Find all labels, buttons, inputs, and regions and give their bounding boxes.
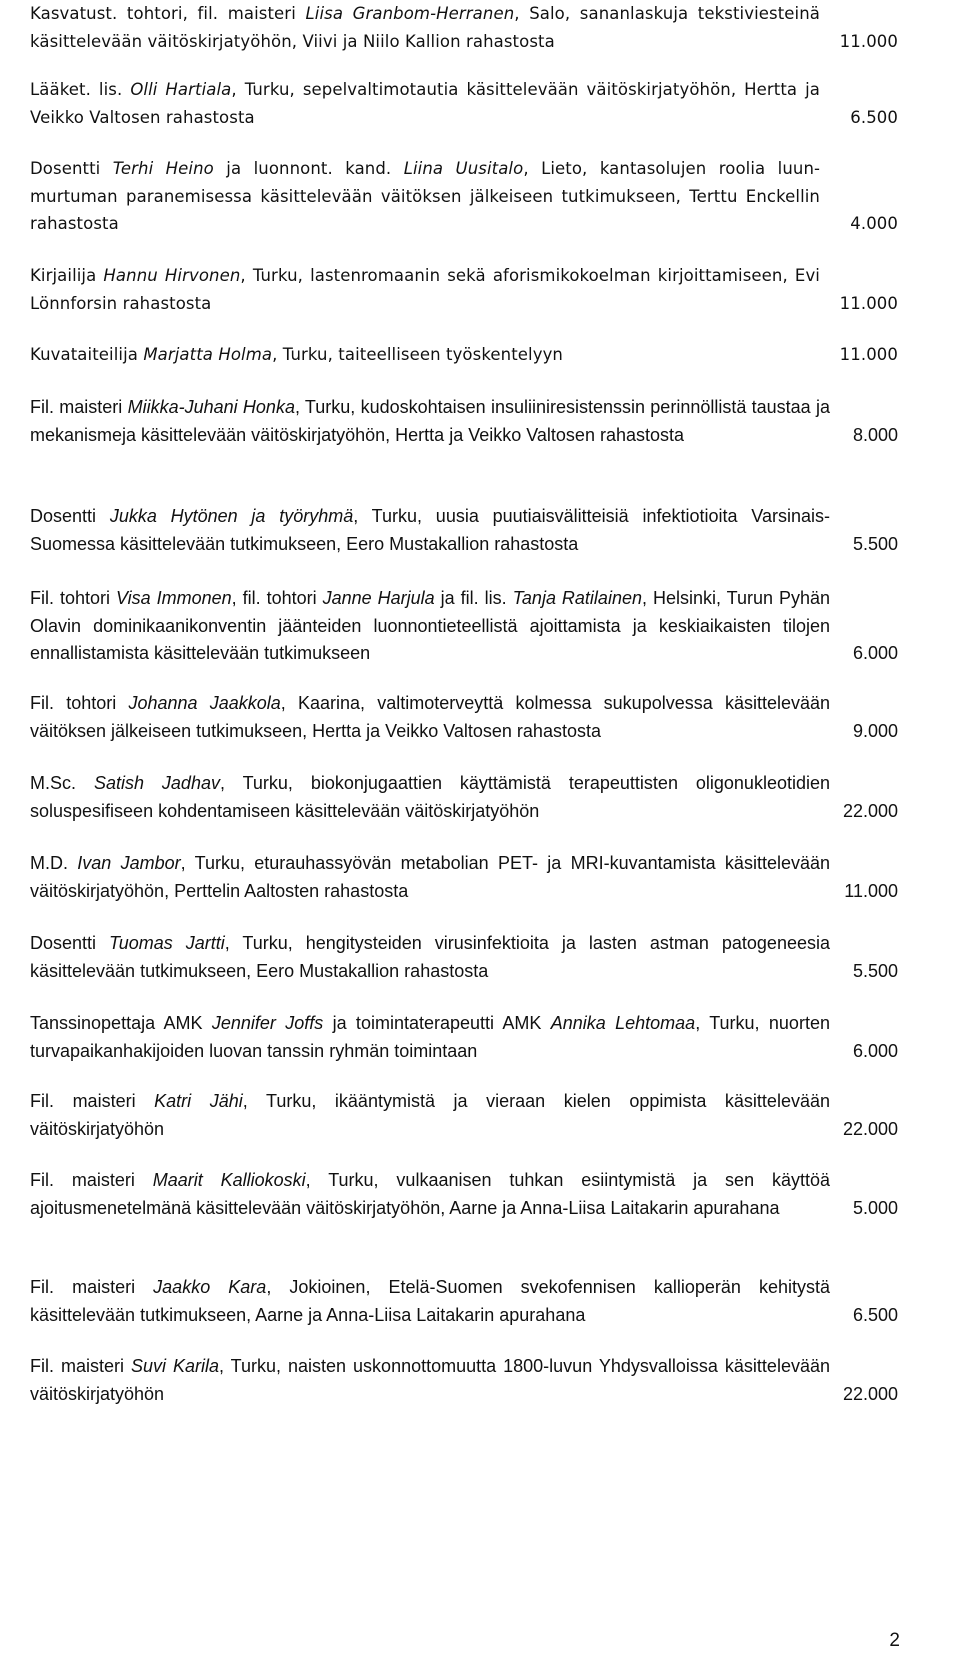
entry-prefix: Fil. tohtori [30, 693, 129, 713]
grant-entry [30, 341, 898, 369]
recipient-name: Liisa Granbom-Herranen [305, 4, 515, 23]
grant-amount: 11.000 [839, 293, 898, 313]
entry-text [30, 850, 830, 905]
grant-amount: 11.000 [839, 345, 898, 364]
grant-amount: 8.000 [852, 424, 898, 445]
grant-entry [30, 770, 898, 825]
entry-text [30, 1010, 830, 1065]
grant-amount: 6.000 [852, 643, 898, 663]
grant-amount: 5.000 [852, 1197, 898, 1218]
entry-description: , Turku, naisten uskonnottomuutta 1800-luvun Yhdysvalloissa käsittelevään väitöskirjatyöhön [30, 1356, 830, 1404]
grant-entry [30, 1088, 898, 1143]
grant-amount: 5.500 [852, 533, 898, 554]
grant-amount: 11.000 [844, 880, 898, 901]
entry-description: , Turku, hengitysteiden virusinfektioita ja lasten astman patogeneesia käsittelevään tutkimukseen, Eero Mustakallion rahastosta [30, 933, 830, 981]
grant-entry [30, 1010, 898, 1065]
grant-amount: 11.000 [839, 31, 898, 51]
entry-prefix: Kuvataiteilija [30, 345, 144, 364]
recipient-name: Tanja Ratilainen [512, 588, 642, 608]
entry-prefix: Fil. tohtori [30, 588, 116, 608]
entry-text [30, 770, 830, 825]
entry-description: , Turku, biokonjugaattien käyttämistä terapeuttisten oligonukleotidien soluspesifiseen kohdentamiseen käsittelevään väitöskirjatyöhön [30, 773, 830, 821]
entry-description: , Turku, lastenromaanin sekä aforismikokoelman kirjoittamiseen, Evi Lönnforsin rahastosta [30, 266, 820, 313]
entry-description: , Turku, taiteelliseen työskentelyyn [272, 345, 563, 364]
grant-entry [30, 76, 898, 131]
entry-text [30, 690, 830, 745]
entry-description: , Turku, eturauhassyövän metabolian PET- ja MRI-kuvantamista käsittelevään väitöskirjatyöhön, Perttelin Aaltosten rahastosta [30, 853, 831, 901]
entry-description: , Kaarina, valtimoterveyttä kolmessa sukupolvessa käsittelevään väitöksen jälkeiseen tutkimukseen, Hertta ja Veikko Valtosen rahastosta [30, 693, 831, 741]
entry-prefix: Lääket. lis. [30, 80, 131, 99]
entry-description: , Turku, vulkaanisen tuhkan esiintymistä ja sen käyttöä ajoitusmenetelmänä käsittelevään väitöskirjatyöhön, Aarne ja Anna-Liisa Laitakarin apurahana [30, 1170, 830, 1218]
entry-prefix: Fil. maisteri [30, 1170, 153, 1190]
grant-amount: 4.000 [850, 214, 898, 233]
entry-prefix: Fil. maisteri [30, 1277, 154, 1297]
entry-prefix: Fil. maisteri [30, 1091, 155, 1111]
recipient-name: Marjatta Holma [143, 345, 273, 364]
page-number: 2 [889, 1630, 900, 1651]
grant-entry [30, 850, 898, 905]
entry-connector: ja luonnont. kand. [213, 159, 404, 178]
grant-entry [30, 690, 898, 745]
entry-description: , Jokioinen, Etelä-Suomen svekofennisen kallioperän kehitystä käsittelevään tutkimukseen, Aarne ja Anna-Liisa Laitakarin apurahana [30, 1277, 830, 1325]
entry-description: , Salo, sananlaskuja tekstiviesteinä käsittelevään väitöskirjatyöhön, Viivi ja Niilo Kallion rahastosta [30, 4, 820, 51]
entry-text [30, 930, 830, 985]
entry-text [30, 341, 820, 369]
recipient-name: Johanna Jaakkola [128, 693, 281, 713]
grant-amount: 5.500 [852, 960, 898, 981]
grant-amount: 22.000 [842, 1383, 898, 1404]
grant-entry [30, 0, 898, 55]
grant-entry [30, 394, 898, 449]
recipient-name: Olli Hartiala [130, 80, 232, 99]
entry-text [30, 155, 820, 238]
recipient-name: Janne Harjula [322, 588, 435, 608]
entry-prefix: Dosentti [30, 506, 110, 526]
grant-entry [30, 930, 898, 985]
recipient-name: Katri Jähi [154, 1091, 243, 1111]
entry-text [30, 0, 820, 55]
grant-amount: 6.000 [852, 1040, 898, 1061]
entry-text [30, 262, 820, 317]
entry-prefix: Tanssinopettaja AMK [30, 1013, 212, 1033]
recipient-name: Maarit Kalliokoski [152, 1170, 306, 1190]
recipient-name: Visa Immonen [115, 588, 232, 608]
grant-entry [30, 262, 898, 317]
recipient-name: Satish Jadhav [93, 773, 220, 793]
entry-prefix: Kirjailija [30, 266, 104, 285]
entry-description: , Turku, uusia puutiaisvälitteisiä infektiotioita Varsinais-Suomessa käsittelevään tutkimukseen, Eero Mustakallion rahastosta [30, 506, 830, 554]
entry-prefix: Fil. maisteri [30, 1356, 131, 1376]
grant-entry [30, 1274, 898, 1329]
entry-description: , Helsinki, Turun Pyhän Olavin dominikaanikonventin jäänteiden luonnontieteellistä ajoittamista ja keskiaikaisten tilojen ennallistamista käsittelevään tutkimukseen [30, 588, 830, 663]
entry-prefix: M.Sc. [30, 773, 94, 793]
entry-description: , Turku, sepelvaltimotautia käsittelevään väitöskirjatyöhön, Hertta ja Veikko Valtosen rahastosta [30, 80, 820, 127]
entry-prefix: Dosentti [30, 159, 113, 178]
recipient-name: Jukka Hytönen ja työryhmä [109, 506, 354, 526]
grant-entry [30, 585, 898, 668]
entry-prefix: Dosentti [30, 933, 110, 953]
grant-entry [30, 155, 898, 238]
grant-amount: 22.000 [842, 1118, 898, 1139]
entry-text [30, 585, 830, 668]
entry-prefix: M.D. [30, 853, 78, 873]
entry-description: , Turku, kudoskohtaisen insuliiniresistenssin perinnöllistä taustaa ja mekanismeja käsittelevään väitöskirjatyöhön, Hertta ja Veikko Valtosen rahastosta [30, 397, 830, 445]
grant-amount: 6.500 [850, 107, 898, 127]
grant-amount: 9.000 [852, 720, 898, 741]
entry-text [30, 1353, 830, 1408]
grant-entry [30, 503, 898, 558]
entry-text [30, 394, 830, 449]
grant-amount: 22.000 [842, 800, 898, 821]
recipient-name: Ivan Jambor [77, 853, 181, 873]
recipient-name: Annika Lehtomaa [550, 1013, 696, 1033]
recipient-name: Liina Uusitalo [403, 159, 524, 178]
entry-connector: , fil. tohtori [231, 588, 323, 608]
entry-description: , Turku, ikääntymistä ja vieraan kielen oppimista käsittelevään väitöskirjatyöhön [30, 1091, 830, 1139]
entry-prefix: Fil. maisteri [30, 397, 128, 417]
entry-text [30, 1167, 830, 1222]
entry-description: , Lieto, kantasolujen roolia luunmurtuman paranemisessa käsittelevään väitöksen jälkeiseen tutkimukseen, Terttu Enckellin rahastosta [30, 159, 820, 233]
recipient-name: Jennifer Joffs [211, 1013, 324, 1033]
grant-amount: 6.500 [852, 1304, 898, 1325]
recipient-name: Terhi Heino [112, 159, 214, 178]
entry-text [30, 1088, 830, 1143]
entry-text [30, 76, 820, 131]
entry-connector: ja fil. lis. [434, 588, 513, 608]
grant-entry [30, 1167, 898, 1222]
recipient-name: Tuomas Jartti [109, 933, 225, 953]
entry-text [30, 1274, 830, 1329]
recipient-name: Miikka-Juhani Honka [127, 397, 295, 417]
recipient-name: Jaakko Kara [153, 1277, 267, 1297]
entry-text [30, 503, 830, 558]
grant-entry [30, 1353, 898, 1408]
entry-description: , Turku, nuorten turvapaikanhakijoiden luovan tanssin ryhmän toimintaan [30, 1013, 830, 1061]
entry-connector: ja toimintaterapeutti AMK [323, 1013, 551, 1033]
entry-prefix: Kasvatust. tohtori, fil. maisteri [30, 4, 306, 23]
recipient-name: Suvi Karila [130, 1356, 220, 1376]
recipient-name: Hannu Hirvonen [103, 266, 241, 285]
